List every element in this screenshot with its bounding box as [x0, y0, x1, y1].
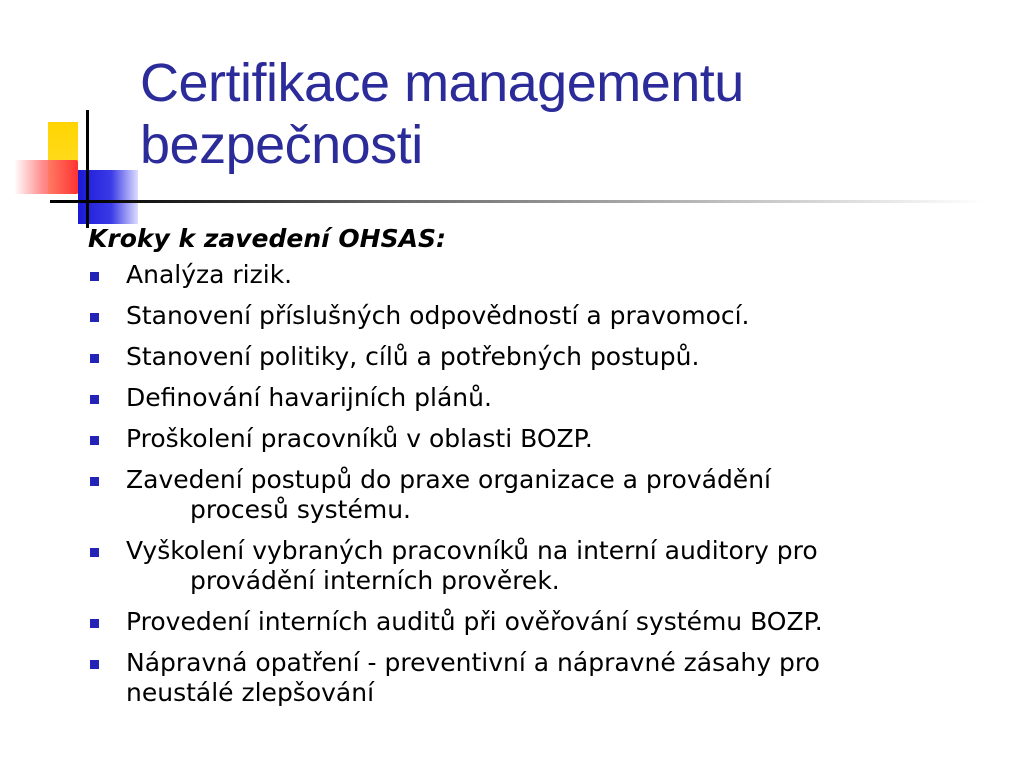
list-item: [88, 424, 988, 454]
list-item: [88, 465, 988, 525]
list-item-text: Definování havarijních plánů.: [126, 383, 492, 412]
slide-subtitle: Kroky k zavedení OHSAS:: [88, 224, 446, 253]
bullet-square-icon: [90, 272, 99, 281]
bullet-square-icon: [90, 395, 99, 404]
list-item: [88, 342, 988, 372]
list-item-text: Stanovení příslušných odpovědností a pravomocí.: [126, 301, 750, 330]
bullet-square-icon: [90, 660, 99, 669]
list-item-text: Stanovení politiky, cílů a potřebných postupů.: [126, 342, 700, 371]
bullet-square-icon: [90, 619, 99, 628]
list-item-text: Proškolení pracovníků v oblasti BOZP.: [126, 424, 593, 453]
decorative-vertical-line: [86, 110, 89, 228]
decorative-red-bar: [14, 160, 78, 194]
bullet-square-icon: [90, 548, 99, 557]
list-item-text-continuation: neustálé zlepšování: [126, 678, 375, 707]
list-item-text: Analýza rizik.: [126, 260, 293, 289]
list-item-text: Provedení interních auditů při ověřování systému BOZP.: [126, 607, 823, 636]
title-underline-rule: [86, 200, 986, 203]
slide-title-line-2: bezpečnosti: [140, 115, 423, 175]
slide-content: [88, 222, 988, 719]
list-item-text-continuation: procesů systému.: [190, 495, 412, 524]
list-item-text: Vyškolení vybraných pracovníků na interní auditory pro: [126, 536, 818, 565]
list-item: [88, 260, 988, 290]
list-item: [88, 607, 988, 637]
bullet-square-icon: [90, 354, 99, 363]
slide-title: [140, 52, 1000, 176]
list-item: [88, 536, 988, 596]
list-item-text-continuation: provádění interních prověrek.: [190, 566, 560, 595]
list-item-text: Zavedení postupů do praxe organizace a provádění: [126, 465, 771, 494]
list-item: [88, 648, 988, 708]
slide-title-line-1: Certifikace managementu: [140, 53, 744, 113]
bullet-list: [88, 260, 988, 708]
list-item: [88, 383, 988, 413]
list-item: [88, 301, 988, 331]
bullet-square-icon: [90, 313, 99, 322]
bullet-square-icon: [90, 477, 99, 486]
list-item-text: Nápravná opatření - preventivní a nápravné zásahy pro: [126, 648, 820, 677]
bullet-square-icon: [90, 436, 99, 445]
